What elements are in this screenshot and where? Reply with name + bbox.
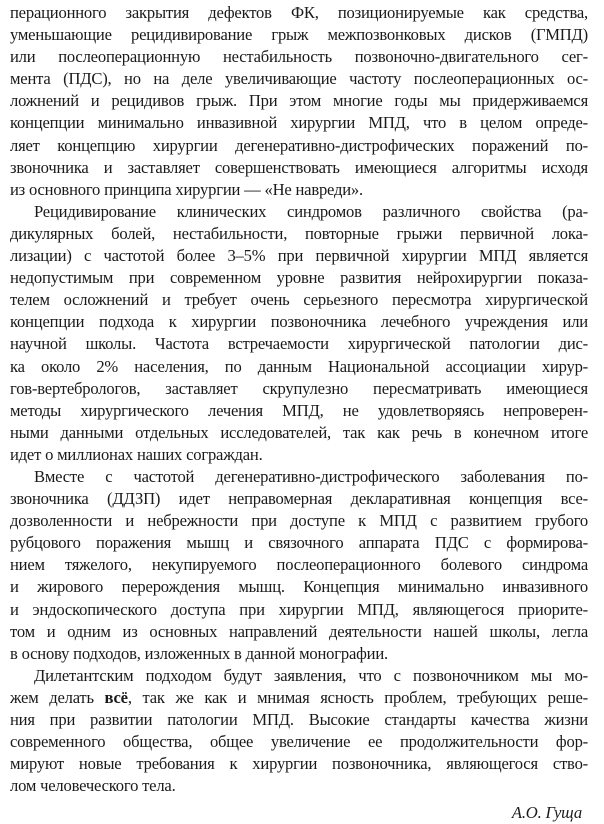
text-line: ка около 2% населения, по данным Национальной ассоциации хирур- (10, 356, 588, 376)
paragraph-3 (10, 466, 588, 665)
text-line: Рецидивирование клинических синдромов различного свойства (ра- (34, 201, 588, 221)
paragraph-1 (10, 2, 588, 201)
text-line: гов-вертебрологов, заставляет скрупулезно пересматривать имеющиеся (10, 378, 588, 398)
text-fragment: жем делать (10, 687, 105, 707)
text-line: мента (ПДС), но на деле увеличивающие частоту послеоперационных ос- (10, 69, 588, 89)
author-signature: А.О. Гуща (511, 803, 582, 823)
text-line: лом человеческого тела. (10, 776, 176, 796)
text-line: дикулярных болей, нестабильности, повторные грыжи первичной лока- (10, 223, 588, 243)
text-line: ляет концепцию хирургии дегенеративно-дистрофических поражений по- (10, 135, 588, 155)
text-fragment: , так же как и мнимая ясность проблем, требующих реше- (127, 687, 588, 707)
text-line: Вместе с частотой дегенеративно-дистрофического заболевания по- (34, 466, 588, 486)
text-line: Дилетантским подходом будут заявления, что с позвоночником мы мо- (34, 665, 588, 685)
emphasis-word: всё (104, 687, 128, 707)
text-line: ния при развитии патологии МПД. Высокие стандарты качества жизни (10, 710, 588, 729)
text-line (10, 687, 588, 709)
paragraph-2 (10, 201, 588, 466)
text-line: в основу подходов, изложенных в данной монографии. (10, 643, 388, 663)
text-line: и жирового перерождения мышц. Концепция минимально инвазивного (10, 577, 588, 597)
text-line: звоночника (ДДЗП) идет неправомерная декларативная концепция все- (10, 489, 588, 509)
text-line: звоночника и заставляет совершенствовать имеющиеся алгоритмы исходя (10, 157, 588, 177)
text-line: нием тяжелого, некупируемого послеоперационного болевого синдрома (10, 555, 588, 575)
text-line: дозволенности и небрежности при доступе к МПД с развитием грубого (10, 511, 588, 531)
text-line: недопустимым при современном уровне развития нейрохирургии показа- (10, 268, 588, 288)
text-line: концепции минимально инвазивной хирургии МПД, что в целом опреде- (10, 113, 588, 133)
text-line: из основного принципа хирургии — «Не навреди». (10, 179, 363, 199)
text-line: рубцового поражения мышц и связочного аппарата ПДС с формирова- (10, 533, 588, 553)
text-line: лизации) с частотой более 3–5% при первичной хирургии МПД является (10, 246, 588, 266)
text-line: современного общества, общее увеличение ее продолжительности фор- (10, 732, 588, 752)
text-line: телем осложнений и требует очень серьезного пересмотра хирургической (10, 290, 588, 310)
text-line: методы хирургического лечения МПД, не удовлетворяясь непроверен- (10, 400, 588, 420)
text-line: ложнений и рецидивов грыж. При этом многие годы мы придерживаемся (10, 91, 588, 111)
text-line: научной школы. Частота встречаемости хирургической патологии дис- (10, 334, 588, 354)
text-line: или послеоперационную нестабильность позвоночно-двигательного сег- (10, 47, 588, 67)
paragraph-4 (10, 665, 588, 798)
text-line: идет о миллионах наших сограждан. (10, 444, 263, 464)
text-line: и эндоскопического доступа при хирургии МПД, являющегося приорите- (10, 599, 588, 619)
text-line: концепции подхода к хирургии позвоночника лечебного учреждения или (10, 312, 588, 332)
text-line: уменьшающие рецидивирование грыж межпозвонковых дисков (ГМПД) (10, 25, 588, 45)
text-line: перационного закрытия дефектов ФК, позиционируемые как средства, (10, 3, 588, 22)
text-line: том и одним из основных направлений деятельности нашей школы, легла (10, 621, 588, 641)
text-line: ными данными отдельных исследователей, так как речь в конечном итоге (10, 422, 588, 442)
document-page (10, 2, 588, 824)
text-line: мируют новые требования к хирургии позвоночника, являющегося ство- (10, 754, 588, 774)
